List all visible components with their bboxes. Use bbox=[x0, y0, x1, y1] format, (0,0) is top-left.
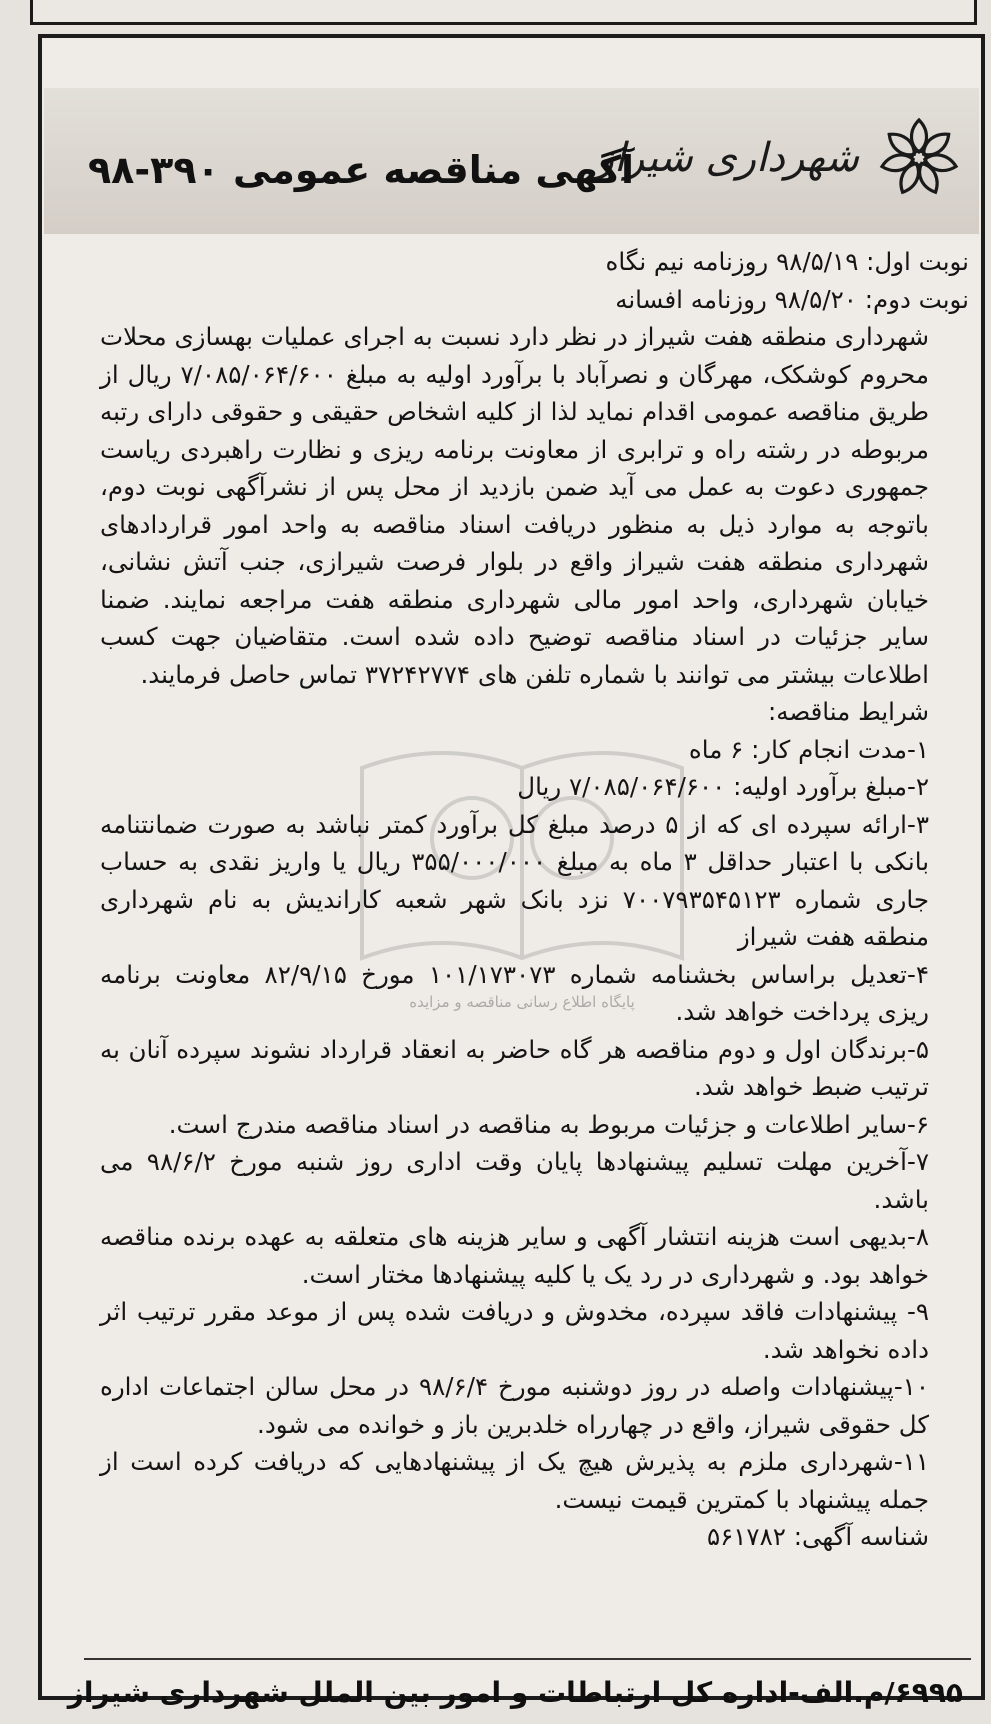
flower-emblem-icon bbox=[869, 108, 969, 208]
condition-item: ۴-تعدیل براساس بخشنامه شماره ۱۰۱/۱۷۳۰۷۳ مورخ ۸۲/۹/۱۵ معاونت برنامه ریزی پرداخت خواهد شد. bbox=[100, 959, 929, 1026]
publication-second: نوبت دوم: ۹۸/۵/۲۰ روزنامه افسانه bbox=[615, 284, 969, 314]
ad-title: آگهی مناقصه عمومی ۳۹۰-۹۸ bbox=[87, 148, 634, 192]
logo-wordmark: شهرداری شیراز bbox=[594, 135, 859, 181]
ad-footer: ۶۹۹۵/م.الف-اداره کل ارتباطات و امور بین الملل شهرداری شیراز bbox=[67, 1676, 963, 1709]
ad-frame bbox=[38, 34, 985, 1709]
footer-divider bbox=[84, 1658, 971, 1660]
ad-id: شناسه آگهی: ۵۶۱۷۸۲ bbox=[706, 1522, 929, 1551]
condition-item: ۶-سایر اطلاعات و جزئیات مربوط به مناقصه در اسناد مناقصه مندرج است. bbox=[168, 1109, 929, 1139]
condition-item: ۵-برندگان اول و دوم مناقصه هر گاه حاضر به انعقاد قرارداد نشوند سپرده آنان به ترتیب ضبط خواهد شد. bbox=[100, 1034, 929, 1101]
publication-first: نوبت اول: ۹۸/۵/۱۹ روزنامه نیم نگاه bbox=[605, 247, 969, 276]
condition-item: ۳-ارائه سپرده ای که از ۵ درصد مبلغ کل برآورد کمتر نباشد به صورت ضمانتنامه بانکی با اعتبار حداقل ۳ ماه به مبلغ ۳۵۵/۰۰۰/۰۰۰ ریال یا واریز نقدی به حساب جاری شماره ۷۰۰۷۹۳۵۴۵۱۲۳ نزد بانک شهر شعبه کاراندیش به نام شهرداری منطقه هفت شیراز bbox=[100, 809, 930, 951]
condition-item: ۱-مدت انجام کار: ۶ ماه bbox=[688, 734, 929, 764]
conditions-list bbox=[100, 693, 969, 1556]
conditions-heading: شرایط مناقصه: bbox=[767, 697, 929, 726]
condition-item: ۷-آخرین مهلت تسلیم پیشنهادها پایان وقت اداری روز شنبه مورخ ۹۸/۶/۲ می باشد. bbox=[100, 1147, 929, 1214]
ad-body bbox=[100, 243, 969, 1556]
condition-item: ۹- پیشنهادات فاقد سپرده، مخدوش و دریافت شده پس از موعد مقرر ترتیب اثر داده نخواهد شد. bbox=[100, 1297, 929, 1364]
condition-item: ۲-مبلغ برآورد اولیه: ۷/۰۸۵/۰۶۴/۶۰۰ ریال bbox=[517, 772, 929, 801]
condition-item: ۸-بدیهی است هزینه انتشار آگهی و سایر هزینه های متعلقه به عهده برنده مناقصه خواهد بود. و شهرداری در رد یک یا کلیه پیشنهادها مختار است. bbox=[100, 1222, 929, 1289]
ad-header bbox=[44, 88, 979, 234]
watermark-caption: پایگاه اطلاع رسانی مناقصه و مزایده bbox=[409, 993, 635, 1011]
shiraz-municipality-logo bbox=[594, 98, 969, 218]
condition-item: ۱۱-شهرداری ملزم به پذیرش هیچ یک از پیشنهادهایی که دریافت کرده است از جمله پیشنهاد با کمترین قیمت نیست. bbox=[100, 1447, 929, 1514]
condition-item: ۱۰-پیشنهادات واصله در روز دوشنبه مورخ ۹۸/۶/۴ در محل سالن اجتماعات اداره کل حقوقی شیراز، واقع در چهارراه خلدبرین باز و خوانده می شود. bbox=[100, 1372, 929, 1439]
previous-ad-border bbox=[30, 0, 977, 25]
intro-paragraph: شهرداری منطقه هفت شیراز در نظر دارد نسبت به اجرای عملیات بهسازی محلات محروم کوشکک، مهرگان و نصرآباد با برآورد اولیه به مبلغ ۷/۰۸۵/۰۶۴/۶۰۰ ریال از طریق مناقصه عمومی اقدام نماید لذا از کلیه اشخاص حقیقی و حقوقی دارای رتبه مربوطه در رشته راه و ترابری از معاونت برنامه ریزی و نظارت راهبردی ریاست جمهوری دعوت به عمل می آید ضمن بازدید از محل پس از نشرآگهی نوبت دوم، باتوجه به موارد ذیل به منظور دریافت اسناد مناقصه به واحد امور قراردادهای شهرداری منطقه هفت شیراز واقع در بلوار فرصت شیرازی، جنب آتش نشانی، خیابان شهرداری، واحد امور مالی شهرداری منطقه هفت مراجعه نمایند. ضمنا سایر جزئیات در اسناد مناقصه توضیح داده شده است. متقاضیان جهت کسب اطلاعات بیشتر می توانند با شماره تلفن های ۳۷۲۴۲۷۷۴ تماس حاصل فرمایند. bbox=[100, 322, 929, 689]
